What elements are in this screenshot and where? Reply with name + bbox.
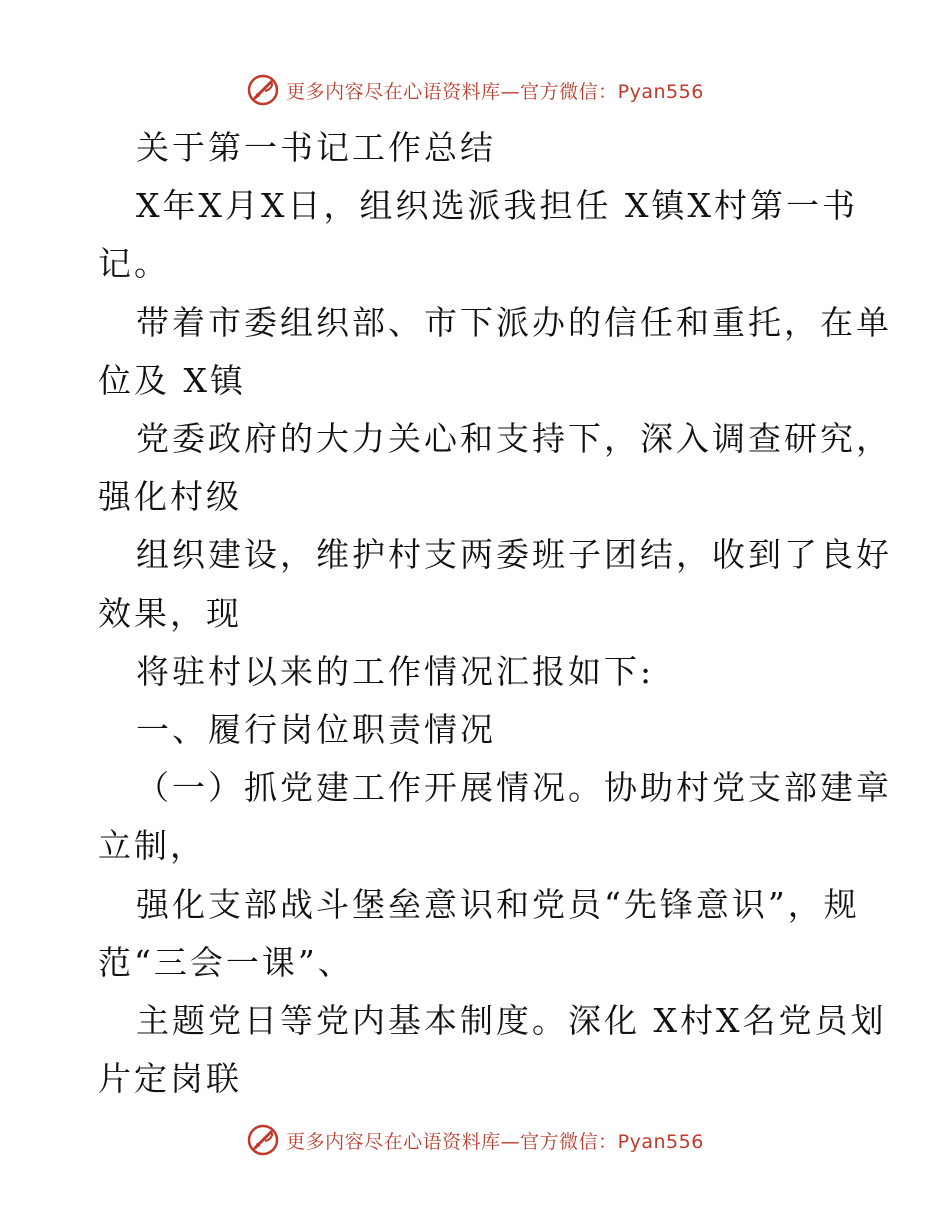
paragraph-line: 带着市委组织部、市下派办的信任和重托，在单 (136, 302, 892, 342)
paragraph-line: 关于第一书记工作总结 (136, 128, 496, 167)
paragraph-line: 组织建设，维护村支两委班子团结，收到了良好 (136, 535, 892, 575)
paragraph-line: 党委政府的大力关心和支持下，深入调查研究， (136, 419, 892, 458)
paragraph-line: 一、履行岗位职责情况 (136, 710, 496, 749)
watermark-text: 更多内容尽在心语资料库—官方微信：Pyan556 (286, 80, 704, 103)
paragraph-line: X年X月X日，组织选派我担任 X镇X村第一书 (136, 186, 858, 226)
footer-watermark (0, 1120, 950, 1160)
paragraph-line: 范“三会一课”、 (98, 942, 354, 982)
paragraph-line: 片定岗联 (98, 1059, 242, 1099)
paragraph-line: 记。 (98, 244, 170, 284)
paragraph-line: （一）抓党建工作开展情况。协助村党支部建章 (136, 768, 892, 808)
quill-circle-icon (246, 1123, 280, 1157)
paragraph-line: 主题党日等党内基本制度。深化 X村X名党员划 (136, 1001, 887, 1040)
paragraph-line: 效果，现 (98, 593, 242, 633)
paragraph-line: 立制， (98, 826, 206, 866)
paragraph-line: 强化支部战斗堡垒意识和党员“先锋意识”，规 (136, 884, 860, 924)
paragraph-line: 强化村级 (98, 477, 242, 517)
paragraph-line: 将驻村以来的工作情况汇报如下: (136, 651, 655, 691)
watermark-text: 更多内容尽在心语资料库—官方微信：Pyan556 (286, 1130, 704, 1153)
paragraph-line: 位及 X镇 (98, 360, 246, 400)
